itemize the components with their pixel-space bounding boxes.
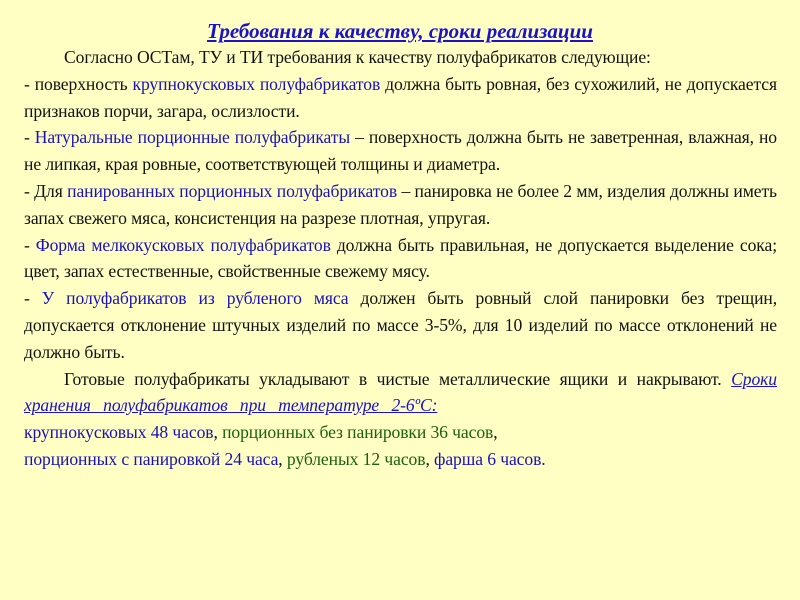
- item-highlight: крупнокусковых полуфабрикатов: [132, 73, 381, 94]
- storage-terms-line-2: [24, 446, 777, 473]
- intro-paragraph: Согласно ОСТам, ТУ и ТИ требования к качеству полуфабрикатов следующие:: [64, 47, 651, 67]
- item-highlight: У полуфабрикатов из рубленого мяса: [41, 288, 349, 309]
- item-prefix: -: [24, 234, 36, 255]
- separator: ,: [493, 422, 498, 443]
- requirement-item: [24, 124, 777, 178]
- item-highlight: Натуральные порционные полуфабрикаты: [34, 127, 351, 148]
- storage-lead: Готовые полуфабрикаты укладывают в чистые металлические ящики и накрывают.: [64, 368, 732, 389]
- separator: ,: [425, 448, 435, 469]
- item-prefix: - Для: [24, 180, 68, 201]
- separator: ,: [213, 422, 223, 443]
- slide-body: [24, 44, 777, 473]
- storage-heading: Сроки хранения полуфабрикатов при температуре 2-6ºС:: [24, 368, 777, 416]
- storage-terms-line-1: [24, 419, 777, 446]
- storage-term: рубленых 12 часов: [286, 448, 426, 469]
- storage-term: порционных с панировкой 24 часа: [24, 448, 279, 469]
- item-text: должен быть ровный слой панировки без трещин, допускается отклонение штучных изделий по массе 3-5%, для 10 изделий по массе отклонений не должно быть.: [24, 288, 778, 362]
- item-prefix: - поверхность: [24, 73, 133, 94]
- item-highlight: Форма мелкокусковых полуфабрикатов: [35, 234, 331, 255]
- requirement-item: [24, 71, 777, 125]
- storage-term: порционных без панировки 36 часов: [222, 422, 494, 443]
- slide-title: Требования к качеству, сроки реализации: [207, 19, 593, 43]
- item-text: должна быть правильная, не допускается выделение сока; цвет, запах естественные, свойственные свежему мясу.: [24, 234, 777, 282]
- item-highlight: панированных порционных полуфабрикатов: [67, 180, 398, 201]
- storage-term: крупнокусковых 48 часов: [24, 422, 214, 443]
- separator: ,: [278, 448, 287, 469]
- requirement-item: [24, 232, 777, 286]
- item-text: – панировка не более 2 мм, изделия должны иметь запах свежего мяса, консистенция на разрезе плотная, упругая.: [24, 180, 777, 228]
- item-prefix: -: [24, 288, 42, 309]
- item-prefix: -: [24, 127, 35, 148]
- storage-term: фарша 6 часов.: [434, 448, 546, 469]
- requirement-item: [24, 285, 777, 365]
- item-text: – поверхность должна быть не заветренная, влажная, но не липкая, края ровные, соответствующей толщины и диаметра.: [24, 127, 777, 175]
- storage-paragraph: [24, 366, 777, 420]
- item-text: должна быть ровная, без сухожилий, не допускается признаков порчи, загара, ослизлости.: [24, 73, 777, 121]
- requirement-item: [24, 178, 777, 232]
